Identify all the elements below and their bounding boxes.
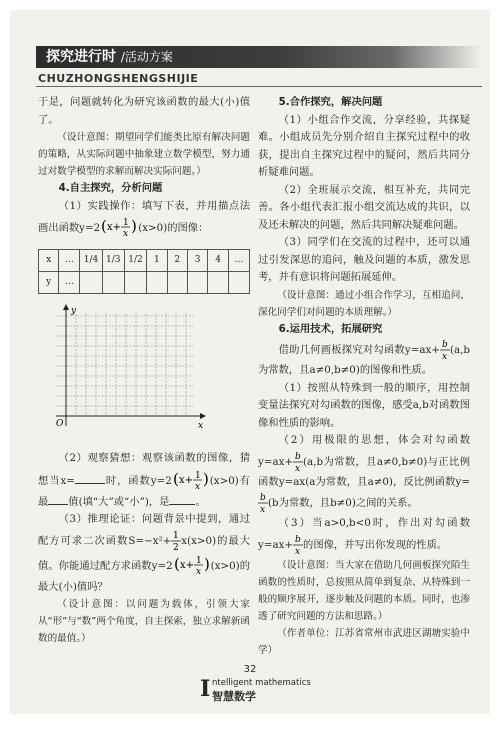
table-cell — [147, 272, 167, 294]
section-header — [46, 48, 173, 66]
fraction-b-over-x — [258, 491, 268, 515]
x-axis-arrow — [200, 413, 206, 419]
table-cell: 2 — [167, 250, 187, 272]
grid-lines — [56, 314, 194, 416]
fraction-b-over-x — [293, 450, 303, 474]
table-cell — [187, 272, 207, 294]
paragraph: （3）推理论证：问题背景中提到，通过配方可求二次函数S=−x²+ 1 2 x(x>0)的最大值。你能通过配方求函数y=2 ( x+ 1 x ) (x>0)的最大(小)值吗？ — [38, 513, 251, 593]
answer-blank[interactable] — [75, 483, 105, 484]
paragraph: （1）小组合作交流，分享经验，共探疑难。小组成员先分别介绍自主探究过程中的收获，提出自主探究过程中的疑问，然后共同分析疑难问题。 — [258, 113, 470, 178]
paragraph: （3）同学们在交流的过程中，还可以通过引发深思的追问，触及问题的本质，激发思考，并有意识将问题拓展延伸。 — [258, 236, 470, 283]
section-title: 探究进行时 — [46, 49, 116, 65]
header-pinyin: CHUZHONGSHENGSHIJIE — [38, 72, 199, 85]
expression-x-plus-1-over-x — [100, 215, 138, 241]
paragraph: （3）当a>0,b<0时，作出对勾函数y=ax+ b x 的图像，并写出你发现的性质。 — [258, 517, 470, 557]
table-cell — [80, 272, 102, 294]
logo-letter: I — [200, 676, 211, 702]
table-cell: … — [228, 250, 249, 272]
table-cell: 3 — [187, 250, 207, 272]
table-cell — [208, 272, 228, 294]
table-cell: 1/4 — [80, 250, 102, 272]
svg-text:): ) — [202, 469, 209, 488]
svg-text:x+: x+ — [179, 559, 194, 571]
design-note: （设计意图：通过小组合作学习，互相追问，深化同学们对问题的本质理解。） — [258, 289, 470, 318]
section-heading-4: 4.自主探究，分析问题 — [58, 182, 163, 194]
left-column — [38, 94, 250, 647]
logo-english: ntelligent mathematics — [212, 678, 311, 688]
table-cell — [102, 272, 124, 294]
svg-text:): ) — [131, 217, 138, 235]
page-number: 32 — [243, 664, 257, 675]
x-axis-label: x — [198, 421, 204, 431]
svg-text:(: ( — [101, 217, 108, 235]
svg-text:x: x — [194, 481, 200, 492]
table-cell: 4 — [208, 250, 228, 272]
svg-text:x+: x+ — [107, 222, 122, 233]
expression-x-plus-1-over-x — [172, 468, 210, 494]
svg-text:1: 1 — [123, 218, 129, 228]
paragraph: 于是，问题就转化为研究该函数的最大(小)值了。 — [38, 96, 250, 126]
svg-text:2: 2 — [173, 542, 180, 553]
section-heading-5: 5.合作探究，解决问题 — [278, 96, 383, 108]
coordinate-grid — [48, 304, 208, 444]
paragraph: 借助几何画板探究对勾函数y=ax+ b x (a,b为常数，且a≠0,b≠0)的图像和性质。 — [258, 340, 470, 376]
design-note: （设计意图：当大家在借助几何画板探究陌生函数的性质时，总按照从简单到复杂、从特殊到一般的顺序展开，逐步触及问题的本质。同时，也渗透了研究问题的方法和思路。） — [258, 559, 470, 622]
table-cell — [167, 272, 187, 294]
expression-x-plus-1-over-x — [173, 553, 211, 579]
table-row-x — [39, 250, 250, 272]
magazine-logo — [200, 677, 310, 701]
table-cell: 1/3 — [102, 250, 124, 272]
svg-text:x: x — [195, 566, 201, 577]
section-heading-6: 6.运用技术，拓展研究 — [278, 322, 383, 335]
paragraph: （2）全班展示交流，相互补充，共同完善。各小组代表汇报小组交流达成的共识，以及还未解决的问题，然后共同解决疑难问题。 — [258, 183, 470, 231]
author-affiliation: （作者单位：江苏省常州市武进区湖塘实验中学） — [258, 627, 470, 656]
table-cell: … — [59, 272, 80, 294]
svg-text:(: ( — [173, 554, 180, 573]
table-cell: 1/2 — [124, 250, 146, 272]
svg-text:1: 1 — [173, 530, 180, 541]
table-cell — [228, 272, 249, 294]
paragraph: （1）实践操作：填写下表，并用描点法画出函数y=2 ( x+ 1 x ) (x>0)的图像： — [38, 199, 250, 239]
svg-text:b: b — [441, 340, 448, 350]
svg-text:x: x — [123, 229, 129, 239]
svg-text:b: b — [260, 493, 266, 503]
svg-text:x: x — [295, 463, 301, 474]
fraction-half — [171, 529, 181, 553]
svg-text:1: 1 — [194, 470, 201, 481]
fraction-b-over-x — [293, 533, 303, 557]
svg-text:x: x — [260, 505, 266, 515]
y-axis-label: y — [71, 306, 77, 316]
table-cell: … — [59, 250, 80, 272]
table-cell: 1 — [147, 250, 167, 272]
svg-text:1: 1 — [195, 555, 202, 566]
svg-text:b: b — [295, 451, 301, 462]
svg-text:): ) — [203, 554, 210, 573]
right-column — [258, 94, 470, 659]
svg-text:x: x — [295, 546, 301, 557]
paragraph: （2）观察猜想：观察该函数的图像，猜想当x= 时，函数y=2 ( x+ 1 x ) (x>0)有最 值(填“大”或“小”)，是 。 — [38, 452, 250, 508]
value-table — [38, 249, 250, 294]
table-cell: y — [39, 272, 59, 294]
y-axis-arrow — [63, 304, 69, 310]
header-rule — [36, 86, 482, 87]
table-cell: x — [39, 250, 59, 272]
paragraph: （2）用极限的思想，体会对勾函数y=ax+ b x (a,b为常数，且a≠0,b≠0)与正比例函数y=ax(a为常数，且a≠0)，反比例函数y= b x (b为常数，且b≠0)之间的关系。 — [258, 434, 470, 515]
design-note: （设计意图：期望同学们能类比原有解决问题的策略，从实际问题中抽象建立数学模型，努力通过对数学模型的求解而解决实际问题。） — [38, 132, 250, 177]
svg-text:x: x — [441, 352, 448, 362]
svg-text:(: ( — [172, 469, 179, 488]
svg-text:x+: x+ — [178, 474, 193, 486]
magazine-page — [10, 10, 490, 714]
logo-chinese: 智慧数学 — [212, 690, 256, 703]
table-cell — [124, 272, 146, 294]
design-note: （设计意图：以问题为载体，引领大家从“形”与“数”两个角度，自主探索，独立求解新函数的最值。） — [38, 599, 250, 644]
svg-text:b: b — [295, 534, 301, 545]
table-row-y — [39, 272, 250, 294]
paragraph: （1）按照从特殊到一般的顺序，用控制变量法探究对勾函数的图像，感受a,b对函数图像和性质的影响。 — [258, 381, 470, 429]
origin-label: O — [56, 419, 64, 429]
section-subtitle: /活动方案 — [120, 50, 173, 64]
answer-blank[interactable] — [48, 504, 68, 505]
answer-blank[interactable] — [169, 504, 195, 505]
fraction-b-over-x — [440, 338, 450, 362]
